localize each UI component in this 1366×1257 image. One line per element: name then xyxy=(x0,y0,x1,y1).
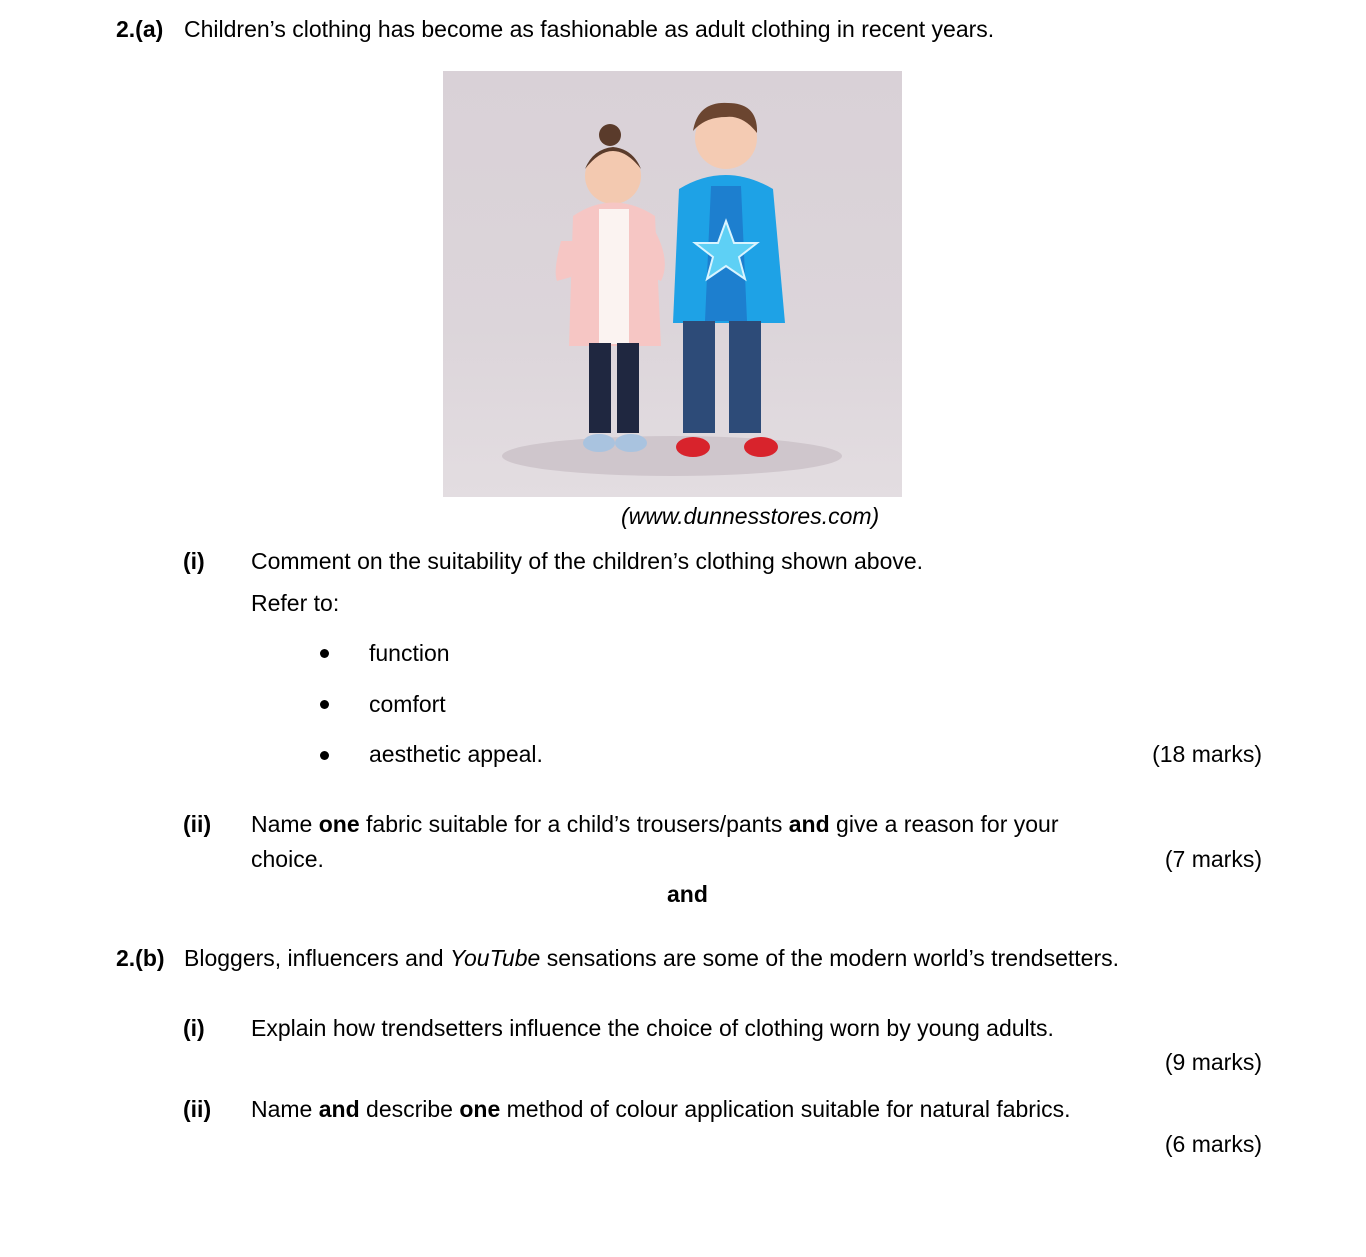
part-b-ii-text: Name and describe one method of colour application suitable for natural fabrics. xyxy=(251,1096,1071,1122)
part-a-ii-line1: Name one fabric suitable for a child’s trousers/pants and give a reason for your xyxy=(251,811,1059,837)
part-a-i-label: (i) xyxy=(183,548,205,574)
question-2a-stem: Children’s clothing has become as fashionable as adult clothing in recent years. xyxy=(184,16,995,42)
question-2b-number: 2.(b) xyxy=(116,945,165,971)
children-clothing-photo xyxy=(443,71,902,497)
part-b-i-text: Explain how trendsetters influence the choice of clothing worn by young adults. xyxy=(251,1015,1054,1041)
part-b-ii-marks: (6 marks) xyxy=(1164,1131,1262,1157)
bullet-icon xyxy=(320,751,329,760)
photo-caption: (www.dunnesstores.com) xyxy=(621,503,880,529)
bullet-icon xyxy=(320,649,329,658)
bullet-icon xyxy=(320,700,329,709)
question-2b-stem: Bloggers, influencers and YouTube sensations are some of the modern world’s trendsetters. xyxy=(184,945,1120,971)
bullet-item-aesthetic: aesthetic appeal. xyxy=(369,741,543,767)
girl-figure xyxy=(556,124,665,452)
part-a-i-line1: Comment on the suitability of the children’s clothing shown above. xyxy=(251,548,924,574)
part-a-i-line2: Refer to: xyxy=(251,590,340,616)
bullet-item-function: function xyxy=(369,640,450,666)
part-a-ii-label: (ii) xyxy=(183,811,212,837)
part-a-i-marks: (18 marks) xyxy=(1152,741,1262,767)
part-a-ii-line2: choice. xyxy=(251,846,324,872)
question-2a-number: 2.(a) xyxy=(116,16,164,42)
connector-and: and xyxy=(667,881,708,907)
part-b-ii-label: (ii) xyxy=(183,1096,212,1122)
part-b-i-marks: (9 marks) xyxy=(1164,1049,1262,1075)
part-b-i-label: (i) xyxy=(183,1015,205,1041)
boy-figure xyxy=(673,103,785,457)
part-a-ii-marks: (7 marks) xyxy=(1164,846,1262,872)
bullet-item-comfort: comfort xyxy=(369,691,446,717)
